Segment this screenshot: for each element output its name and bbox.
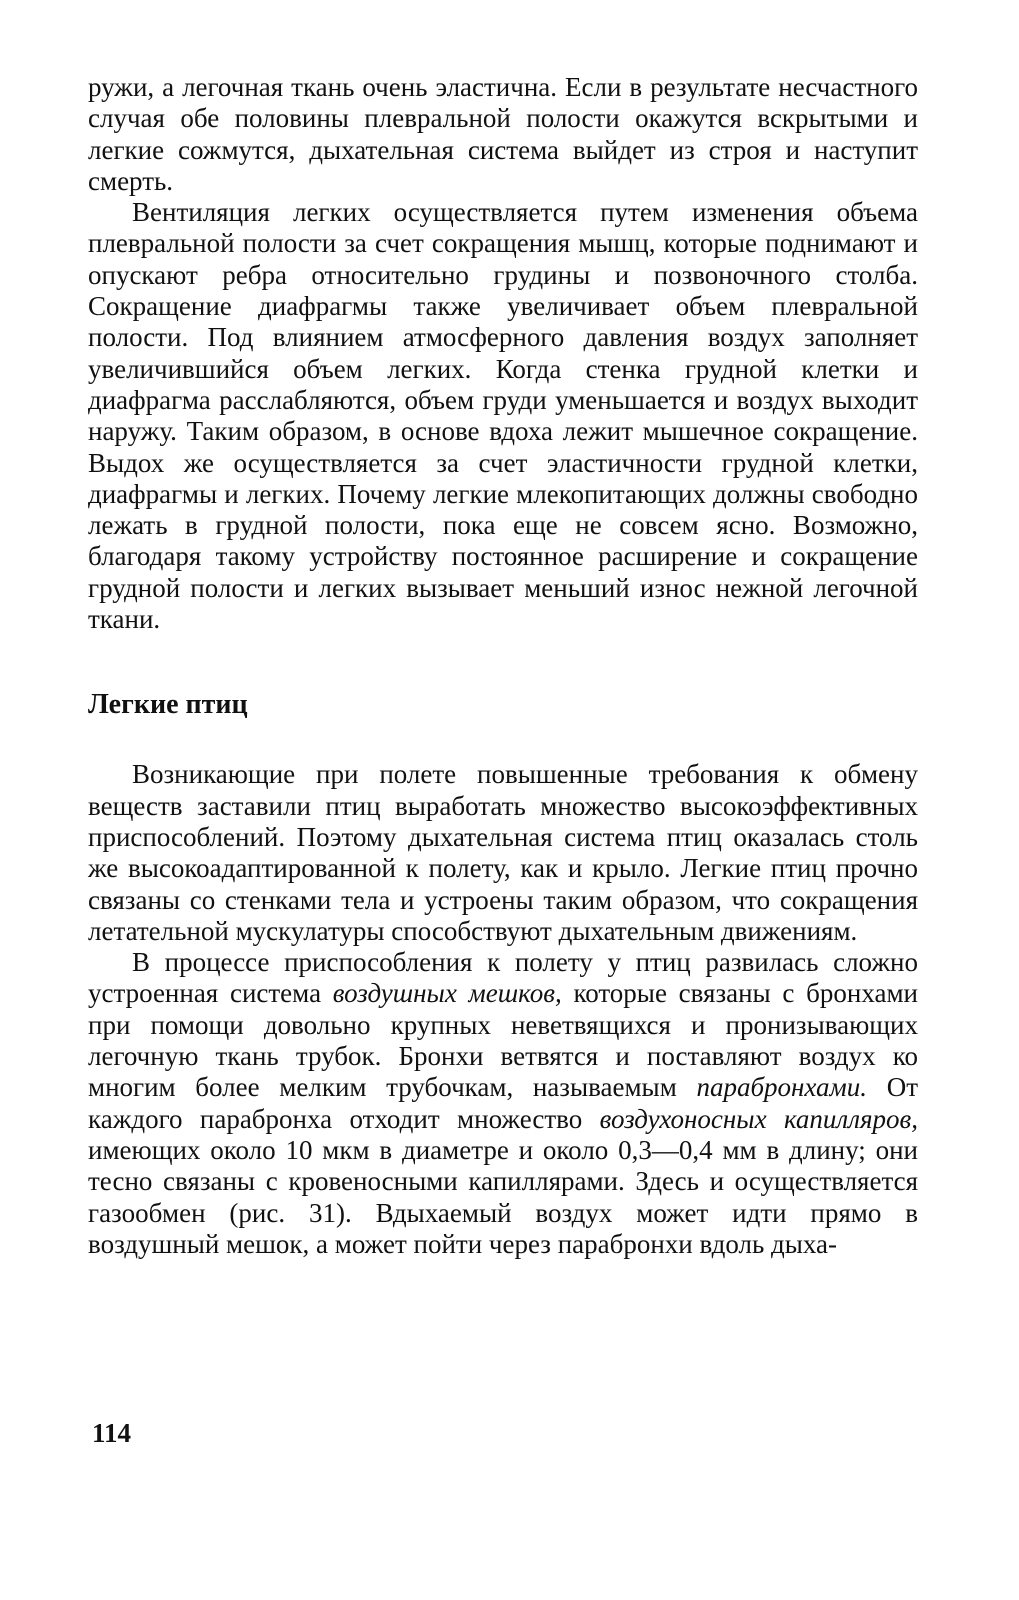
paragraph-4-text-2: которые связаны с бронхами при помощи довольно крупных неветвящихся и пронизывающих легочную ткань трубок. Бронхи ветвятся и поставляют воздух ко многим более мелким трубочкам, называемым — [88, 978, 919, 1103]
term-air-capillaries: воздухоносных капилляров, — [599, 1103, 919, 1134]
section-heading: Легкие птиц — [88, 689, 248, 721]
paragraph-4-text-4: имеющих около 10 мкм в диаметре и около 0,3—0,4 мм в длину; они тесно связаны с кровеносными капиллярами. Здесь и осуществляется газообмен (рис. 31). Вдыхаемый воздух может идти прямо в воздушный мешок, а может пойти через парабронхи вдоль дыха- — [88, 1134, 918, 1259]
paragraph-4-text-3: От каждого парабронха отходит множество — [88, 1072, 918, 1134]
paragraph-4-text-1: В процессе приспособления к полету у птиц развилась сложно устроенная система — [88, 947, 918, 1009]
paragraph-4 — [88, 947, 918, 1260]
term-air-sacs: воздушных мешков, — [332, 978, 562, 1009]
page-number: 114 — [92, 1418, 132, 1448]
paragraph-2: Вентиляция легких осуществляется путем изменения объема плевральной полости за счет сокращения мышц, которые поднимают и опускают ребра относительно грудины и позвоночного столба. Сокращение диафрагмы также увеличивает объем плевральной полости. Под влиянием атмосферного давления воздух заполняет увеличившийся объем легких. Когда стенка грудной клетки и диафрагма расслабляются, объем груди уменьшается и воздух выходит наружу. Таким образом, в основе вдоха лежит мышечное сокращение. Выдох же осуществляется за счет эластичности грудной клетки, диафрагмы и легких. Почему легкие млекопитающих должны свободно лежать в грудной полости, пока еще не совсем ясно. Возможно, благодаря такому устройству постоянное расширение и сокращение грудной полости и легких вызывает меньший износ нежной легочной ткани. — [88, 197, 918, 635]
term-parabronchi: парабронхами. — [696, 1072, 868, 1103]
paragraph-1: ружи, а легочная ткань очень эластична. Если в результате несчастного случая обе половины плевральной полости окажутся вскрытыми и легкие сожмутся, дыхательная система выйдет из строя и наступит смерть. — [88, 72, 918, 196]
paragraph-3: Возникающие при полете повышенные требования к обмену веществ заставили птиц выработать множество высокоэффективных приспособлений. Поэтому дыхательная система птиц оказалась столь же высокоадаптированной к полету, как и крыло. Легкие птиц прочно связаны со стенками тела и устроены таким образом, что сокращения летательной мускулатуры способствуют дыхательным движениям. — [88, 759, 918, 946]
page-body — [88, 72, 918, 1260]
